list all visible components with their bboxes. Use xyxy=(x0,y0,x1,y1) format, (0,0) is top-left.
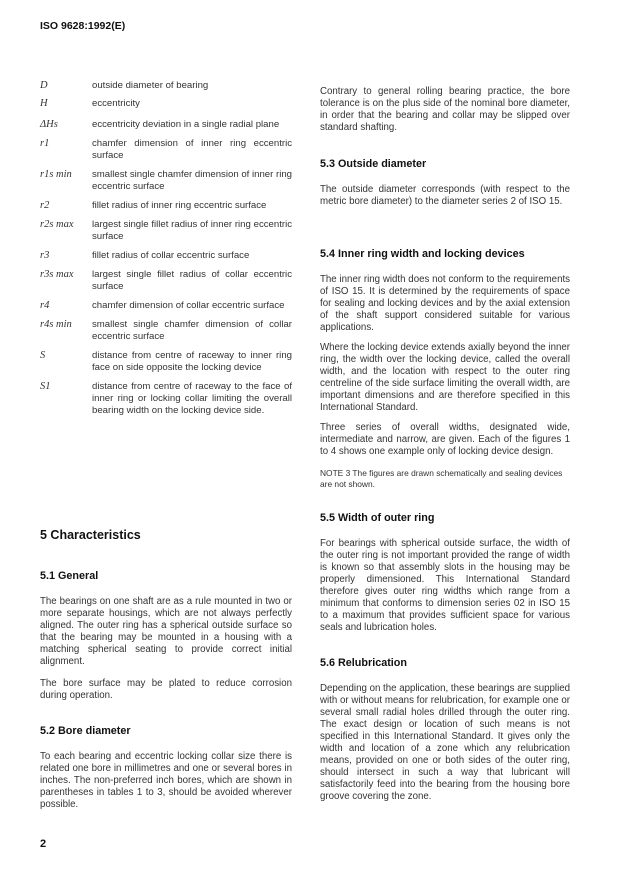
paragraph: The bearings on one shaft are as a rule mounted in two or more separate housings, which are not always perfectly aligned. The outer ring has a spherical outside surface so that the bearing may be mounted in a housing with a matching spherical seating to provide correct initial alignment. xyxy=(40,596,292,667)
section-heading: 5.4 Inner ring width and locking devices xyxy=(320,248,525,260)
symbol: ΔHs xyxy=(40,119,58,130)
symbol-description: distance from centre of raceway to the face of inner ring or locking collar limiting the overall bearing width on the locking device side. xyxy=(92,381,292,416)
symbol: r2s max xyxy=(40,219,74,230)
section-5-3 xyxy=(320,158,570,208)
paragraph: For bearings with spherical outside surface, the width of the outer ring is not important provided the range of width is known so that assembly slots in the housing may be properly dimensioned. This International Standard therefore gives outer ring widths which range from a minimum that conforms to dimension series 02 in ISO 15 to a maximum that provides sufficient space for various seals and lubrication holes. xyxy=(320,538,570,633)
symbol-entry xyxy=(40,219,292,243)
section-heading: 5.2 Bore diameter xyxy=(40,725,131,737)
symbol-description: eccentricity deviation in a single radial plane xyxy=(92,119,280,130)
running-header: ISO 9628:1992(E) xyxy=(40,20,126,32)
symbol-entry xyxy=(40,350,292,374)
paragraph: The outside diameter corresponds (with respect to the metric bore diameter) to the diameter series 2 of ISO 15. xyxy=(320,184,570,207)
paragraph: The bore surface may be plated to reduce corrosion during operation. xyxy=(40,678,292,701)
section-5 xyxy=(40,528,292,542)
section-heading: 5.5 Width of outer ring xyxy=(320,512,435,524)
symbol-entry xyxy=(40,250,292,262)
symbol: H xyxy=(40,98,48,109)
symbol: r3s max xyxy=(40,269,74,280)
section-5-6 xyxy=(320,657,570,803)
symbol-entry xyxy=(40,200,292,212)
symbol-entry xyxy=(40,80,292,92)
symbol-entry xyxy=(40,319,292,343)
symbol-entry xyxy=(40,269,292,293)
symbol-description: chamfer dimension of inner ring eccentric surface xyxy=(92,138,292,161)
symbol-description: largest single fillet radius of inner ring eccentric surface xyxy=(92,219,292,242)
section-heading: 5.6 Relubrication xyxy=(320,657,407,669)
symbol-list xyxy=(40,80,292,424)
symbol-entry xyxy=(40,119,292,131)
note: NOTE 3 The figures are drawn schematically and sealing devices are not shown. xyxy=(320,468,563,489)
section-5-4 xyxy=(320,248,570,489)
paragraph: Contrary to general rolling bearing practice, the bore tolerance is on the plus side of the nominal bore diameter, in order that the bearing and collar may be slipped over standard shafting. xyxy=(320,86,570,133)
symbol-description: outside diameter of bearing xyxy=(92,80,209,91)
symbol: r3 xyxy=(40,250,50,261)
symbol-description: eccentricity xyxy=(92,98,140,109)
symbol: r1 xyxy=(40,138,50,149)
section-5-2-continued xyxy=(320,86,570,134)
symbol-entry xyxy=(40,300,292,312)
paragraph: Three series of overall widths, designated wide, intermediate and narrow, are given. Each of the figures 1 to 4 shows one example only of locking device design. xyxy=(320,422,570,457)
symbol: D xyxy=(40,80,48,91)
symbol-description: distance from centre of raceway to inner ring face on side opposite the locking device xyxy=(92,350,292,373)
symbol-description: largest single fillet radius of collar eccentric surface xyxy=(92,269,292,292)
symbol: S xyxy=(40,350,46,361)
paragraph: To each bearing and eccentric locking collar size there is related one bore in millimetres and one or several bores in inches. The non-preferred inch bores, which are shown in parentheses in tables 1 to 3, should be avoided wherever possible. xyxy=(40,751,292,810)
symbol-entry xyxy=(40,98,292,110)
symbol: r4s min xyxy=(40,319,72,330)
symbol: r4 xyxy=(40,300,50,311)
symbol-description: smallest single chamfer dimension of inner ring eccentric surface xyxy=(92,169,292,192)
symbol: S1 xyxy=(40,381,51,392)
section-5-2 xyxy=(40,725,292,811)
paragraph: The inner ring width does not conform to the requirements of ISO 15. It is determined by the requirements of space for sealing and locking devices and by the axial extension of the shaft support considered suitable for various applications. xyxy=(320,274,570,333)
paragraph: Where the locking device extends axially beyond the inner ring, the width over the locking device, called the overall width, and the location with respect to the outer ring centreline of the side surface limiting the overall width, are important dimensions and are therefore specified in this International Standard. xyxy=(320,342,570,413)
symbol-description: chamfer dimension of collar eccentric surface xyxy=(92,300,285,311)
symbol: r2 xyxy=(40,200,50,211)
symbol-entry xyxy=(40,138,292,162)
section-heading: 5 Characteristics xyxy=(40,528,141,542)
symbol-entry xyxy=(40,381,292,417)
section-5-5 xyxy=(320,512,570,634)
paragraph: Depending on the application, these bearings are supplied with or without means for relubrication, for example one or several small radial holes drilled through the outer ring. The exact design or location of such means is not specified in this International Standard. It gives only the width and location of a zone which any relubrication means, provided on one or both sides of the outer ring, should intersect in such a way that lubricant will satisfactorily feed into the bearing from the housing bore groove covering the zone. xyxy=(320,683,570,802)
section-heading: 5.3 Outside diameter xyxy=(320,158,427,170)
symbol-entry xyxy=(40,169,292,193)
page-number: 2 xyxy=(40,838,47,850)
section-heading: 5.1 General xyxy=(40,570,99,582)
symbol-description: fillet radius of inner ring eccentric surface xyxy=(92,200,267,211)
section-5-1 xyxy=(40,570,292,702)
symbol-description: fillet radius of collar eccentric surface xyxy=(92,250,250,261)
symbol-description: smallest single chamfer dimension of collar eccentric surface xyxy=(92,319,292,342)
symbol: r1s min xyxy=(40,169,72,180)
